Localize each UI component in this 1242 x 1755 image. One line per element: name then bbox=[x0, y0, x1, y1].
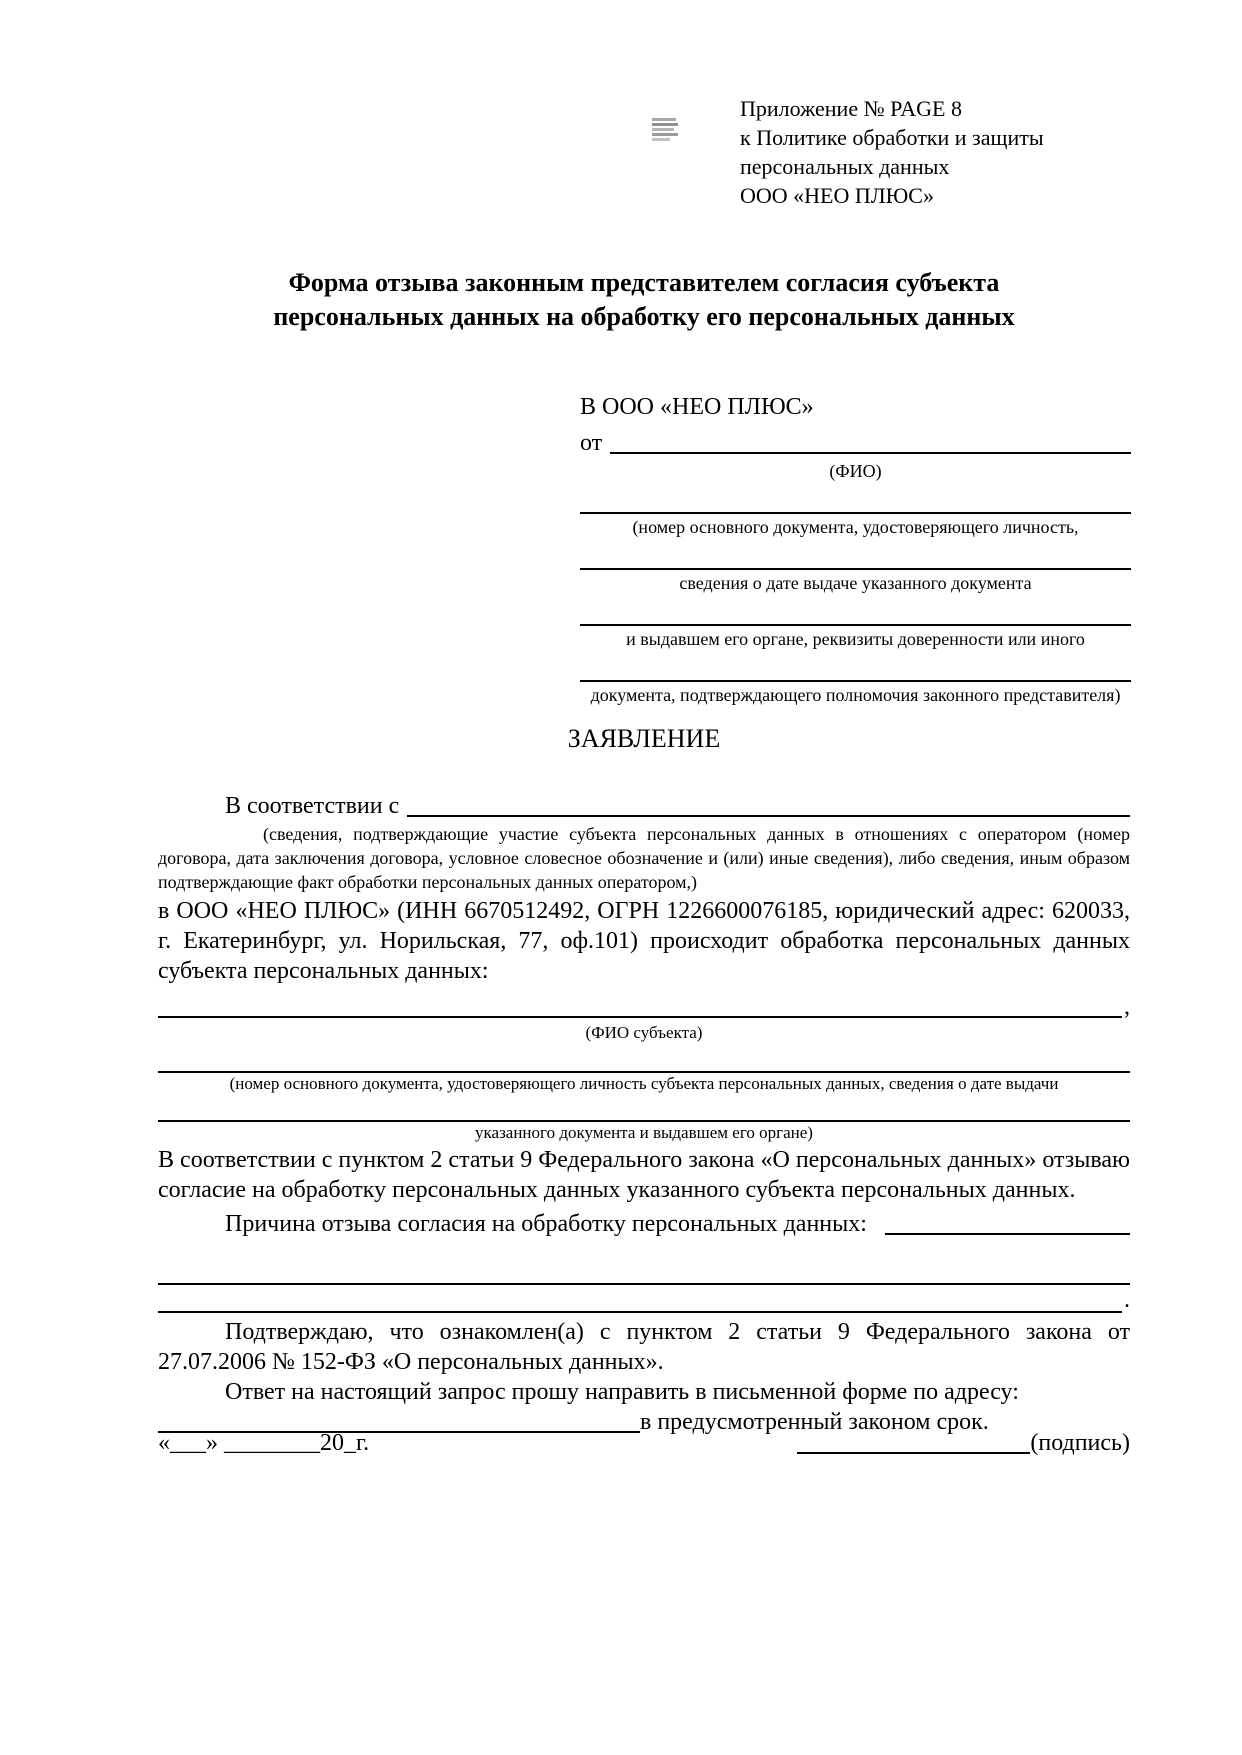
statement-heading bbox=[158, 722, 1130, 756]
appendix-line: к Политике обработки и защиты bbox=[740, 125, 1044, 150]
issue-date-caption: сведения о дате выдаче указанного документа bbox=[679, 573, 1032, 593]
reason-row bbox=[158, 1209, 1130, 1239]
statement-heading-text: ЗАЯВЛЕНИЕ bbox=[567, 724, 721, 753]
signature-block bbox=[797, 1426, 1130, 1460]
document-title-line: Форма отзыва законным представителем согласия субъекта bbox=[288, 268, 1000, 297]
subject-document-fill-line-2 bbox=[158, 1094, 1130, 1122]
operator-paragraph: в ООО «НЕО ПЛЮС» (ИНН 6670512492, ОГРН 1226600076185, юридический адрес: 620033, г. Екатеринбург, ул. Норильская, 77, оф.101) происходит обработка персональных данных субъекта персональных данных: bbox=[158, 898, 1130, 984]
tiny-text-lines-icon bbox=[652, 118, 678, 144]
reply-line-1: Ответ на настоящий запрос прошу направить в письменной форме по адресу: bbox=[225, 1379, 1019, 1405]
from-row bbox=[580, 428, 1131, 458]
reason-fill-line-3 bbox=[158, 1285, 1122, 1313]
document-title-line: персональных данных на обработку его персональных данных bbox=[273, 302, 1015, 331]
appendix-line: Приложение № PAGE 8 bbox=[740, 96, 962, 121]
date-signature-row bbox=[158, 1426, 1130, 1460]
addressee-block bbox=[580, 392, 1131, 706]
trailing-comma: , bbox=[1124, 994, 1130, 1020]
issue-date-fill-line bbox=[580, 568, 1131, 570]
date-fill-text: «___» ________20_г. bbox=[158, 1430, 370, 1456]
fio-fill-line bbox=[610, 428, 1131, 454]
confirm-paragraph: Подтверждаю, что ознакомлен(а) с пунктом 2 статьи 9 Федерального закона от 27.07.2006 № 152-ФЗ «О персональных данных». bbox=[158, 1319, 1130, 1375]
signature-fill-line bbox=[797, 1452, 1030, 1454]
document-number-fill-line bbox=[580, 512, 1131, 514]
reason-fill-line-2 bbox=[158, 1249, 1130, 1285]
reason-row-3 bbox=[158, 1285, 1130, 1315]
subject-document-caption: (номер основного документа, удостоверяющего личность субъекта персональных данных, сведения о дате выдачи bbox=[229, 1074, 1059, 1093]
reason-fill-line bbox=[885, 1209, 1130, 1235]
subject-fio-fill-line bbox=[158, 992, 1122, 1018]
accordance-prefix: В соответствии с bbox=[225, 793, 400, 819]
representative-authority-caption: документа, подтверждающего полномочия законного представителя) bbox=[590, 685, 1121, 705]
subject-fio-caption: (ФИО субъекта) bbox=[585, 1023, 703, 1042]
fio-caption: (ФИО) bbox=[829, 461, 882, 481]
appendix-line: персональных данных bbox=[740, 154, 950, 179]
appendix-header-block bbox=[740, 94, 1070, 210]
issuing-authority-caption: и выдавшем его органе, реквизиты доверенности или иного bbox=[626, 629, 1085, 649]
subject-document-caption-2: указанного документа и выдавшем его органе) bbox=[475, 1123, 813, 1142]
statement-body bbox=[158, 755, 1130, 1437]
appendix-line: ООО «НЕО ПЛЮС» bbox=[740, 183, 934, 208]
from-label: от bbox=[580, 430, 603, 456]
accordance-fill-line bbox=[407, 791, 1130, 817]
reply-line-2-suffix: в предусмотренный законом срок. bbox=[640, 1409, 989, 1435]
accordance-row bbox=[158, 791, 1130, 821]
document-number-caption: (номер основного документа, удостоверяющего личность, bbox=[632, 517, 1079, 537]
fine-print-note: (сведения, подтверждающие участие субъекта персональных данных в отношениях с оператором (номер договора, дата заключения договора, условное словесное обозначение и (или) иные сведения), либо сведения, иным образом подтверждающие факт обработки персональных данных оператором,) bbox=[158, 824, 1130, 892]
subject-fio-row bbox=[158, 992, 1130, 1022]
representative-authority-fill-line bbox=[580, 680, 1131, 682]
subject-document-fill-line bbox=[158, 1043, 1130, 1073]
reason-prefix: Причина отзыва согласия на обработку персональных данных: bbox=[225, 1211, 867, 1237]
trailing-period: . bbox=[1124, 1287, 1130, 1313]
issuing-authority-fill-line bbox=[580, 624, 1131, 626]
addressee-to-line: В ООО «НЕО ПЛЮС» bbox=[580, 394, 814, 420]
signature-caption: (подпись) bbox=[1030, 1430, 1130, 1456]
document-title bbox=[158, 266, 1130, 334]
withdraw-paragraph: В соответствии с пунктом 2 статьи 9 Федерального закона «О персональных данных» отзываю согласие на обработку персональных данных указанного субъекта персональных данных. bbox=[158, 1147, 1130, 1203]
